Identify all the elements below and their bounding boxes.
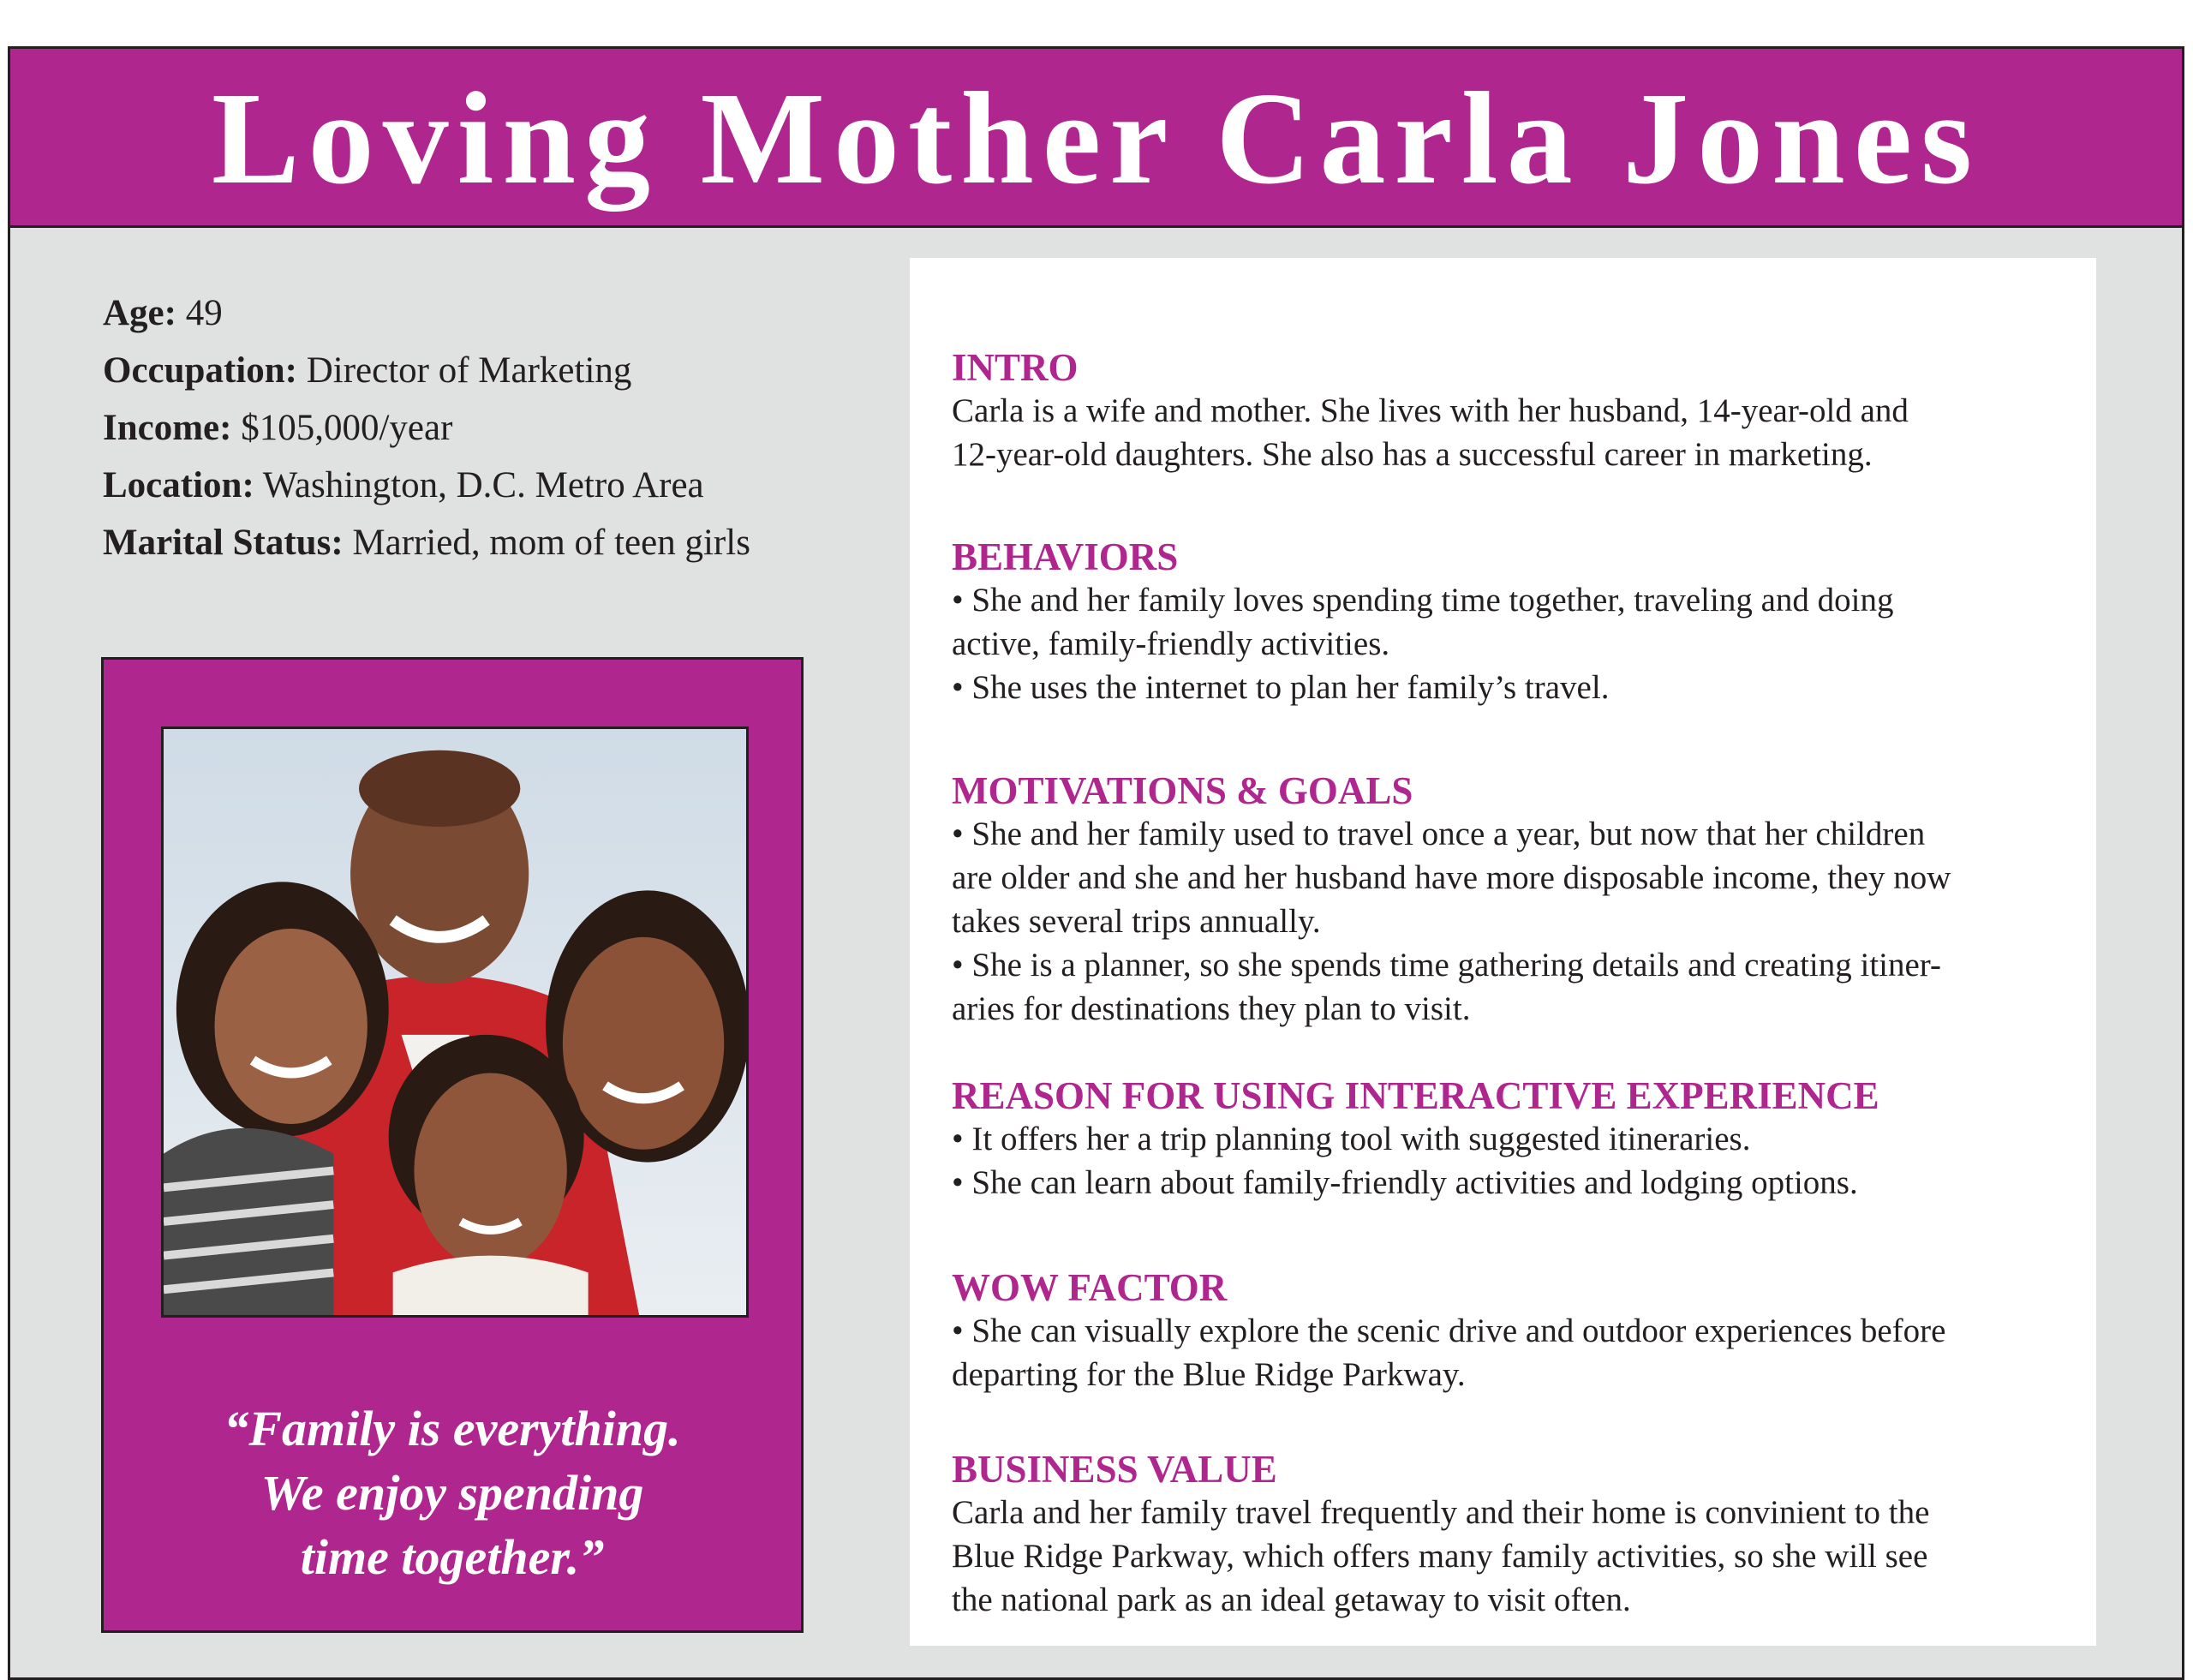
persona-quote bbox=[121, 1396, 784, 1589]
section-line: active, family-friendly activities. bbox=[952, 625, 1390, 662]
profile-value: $105,000/year bbox=[241, 408, 453, 448]
profile-label: Age: bbox=[103, 293, 176, 333]
profile-income bbox=[103, 399, 891, 457]
profile-label: Income: bbox=[103, 408, 232, 448]
section-line: 12-year-old daughters. She also has a successful career in marketing. bbox=[952, 436, 1873, 473]
section-line: are older and she and her husband have more disposable income, they now bbox=[952, 859, 1951, 896]
section-line: Carla and her family travel frequently and their home is convinient to the bbox=[952, 1494, 1930, 1531]
persona-card bbox=[8, 46, 2184, 1680]
section-behaviors bbox=[952, 535, 2062, 709]
section-heading: BUSINESS VALUE bbox=[952, 1448, 1277, 1491]
profile-location bbox=[103, 457, 891, 514]
section-line: • She uses the internet to plan her family’s travel. bbox=[952, 669, 1610, 706]
section-wow-factor bbox=[952, 1266, 2062, 1396]
title-banner bbox=[10, 49, 2182, 228]
profile-label: Occupation: bbox=[103, 350, 297, 391]
section-heading: BEHAVIORS bbox=[952, 535, 1179, 578]
section-intro bbox=[952, 346, 2062, 476]
profile-label: Marital Status: bbox=[103, 523, 344, 563]
quote-line: We enjoy spending bbox=[260, 1465, 644, 1521]
section-line: • It offers her a trip planning tool with suggested itineraries. bbox=[952, 1121, 1751, 1157]
section-line: Blue Ridge Parkway, which offers many family activities, so she will see bbox=[952, 1538, 1928, 1575]
profile-label: Location: bbox=[103, 465, 254, 505]
section-line: takes several trips annually. bbox=[952, 903, 1321, 940]
quote-line: “Family is everything. bbox=[224, 1401, 681, 1456]
section-heading: INTRO bbox=[952, 346, 1079, 389]
profile-value: Married, mom of teen girls bbox=[352, 523, 750, 563]
quote-line: time together.” bbox=[300, 1529, 605, 1585]
family-portrait-photo bbox=[161, 726, 749, 1318]
section-heading: REASON FOR USING INTERACTIVE EXPERIENCE bbox=[952, 1074, 1879, 1117]
section-line: departing for the Blue Ridge Parkway. bbox=[952, 1356, 1466, 1393]
section-reason bbox=[952, 1074, 2062, 1205]
section-line: • She is a planner, so she spends time gathering details and creating itiner- bbox=[952, 947, 1941, 983]
profile-value: Washington, D.C. Metro Area bbox=[262, 465, 704, 505]
section-business-value bbox=[952, 1448, 2062, 1622]
profile-occupation bbox=[103, 342, 891, 399]
section-line: • She can learn about family-friendly activities and lodging options. bbox=[952, 1164, 1858, 1201]
profile-marital-status bbox=[103, 514, 891, 571]
section-line: • She and her family loves spending time together, traveling and doing bbox=[952, 582, 1894, 619]
section-motivations-goals bbox=[952, 769, 2062, 1031]
photo-panel bbox=[101, 657, 804, 1633]
section-line: • She and her family used to travel once a year, but now that her children bbox=[952, 816, 1926, 852]
profile-age bbox=[103, 284, 891, 342]
profile-facts bbox=[103, 284, 891, 571]
family-photo-illustration bbox=[164, 729, 746, 1315]
section-heading: WOW FACTOR bbox=[952, 1266, 1228, 1309]
section-line: aries for destinations they plan to visit. bbox=[952, 990, 1471, 1027]
section-line: Carla is a wife and mother. She lives with her husband, 14-year-old and bbox=[952, 392, 1909, 429]
profile-value: 49 bbox=[185, 293, 223, 333]
profile-value: Director of Marketing bbox=[306, 350, 632, 391]
section-heading: MOTIVATIONS & GOALS bbox=[952, 769, 1413, 812]
section-line: the national park as an ideal getaway to visit often. bbox=[952, 1581, 1631, 1618]
details-panel bbox=[910, 258, 2096, 1646]
section-line: • She can visually explore the scenic drive and outdoor experiences before bbox=[952, 1312, 1946, 1349]
page-title: Loving Mother Carla Jones bbox=[211, 66, 1981, 212]
